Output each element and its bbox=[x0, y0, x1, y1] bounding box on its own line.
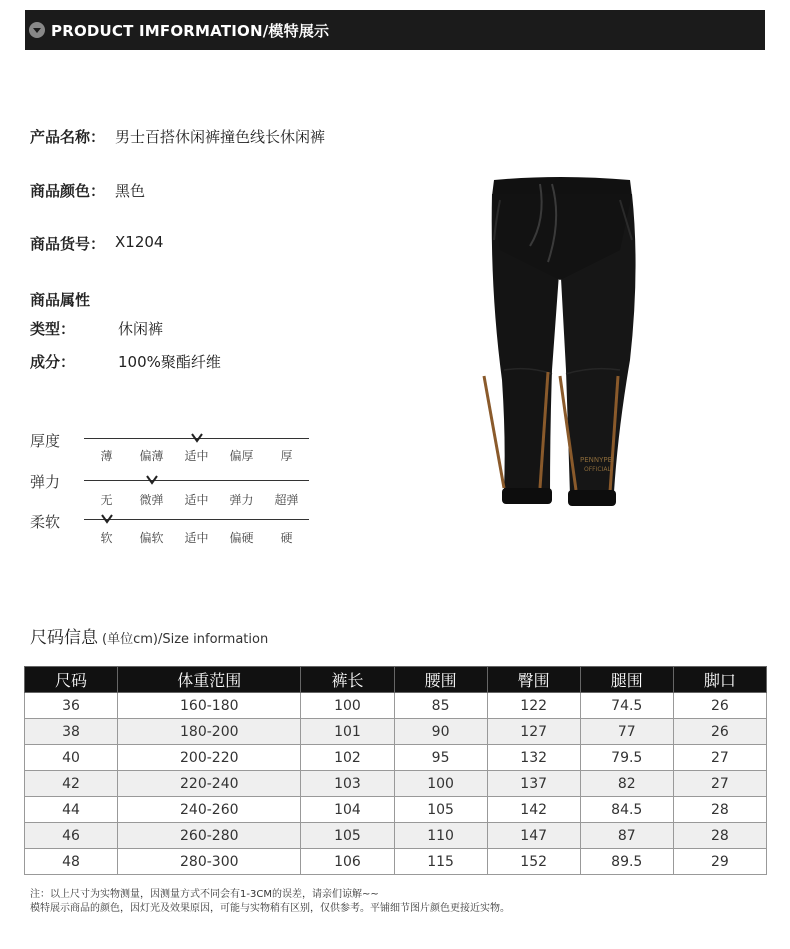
attribute-type-row bbox=[30, 318, 163, 339]
scale-line bbox=[84, 519, 309, 520]
table-cell: 105 bbox=[394, 797, 487, 823]
table-cell: 87 bbox=[580, 823, 673, 849]
size-info-subtitle: (单位cm)/Size information bbox=[102, 632, 269, 647]
scale-marker-icon bbox=[146, 475, 158, 485]
scale-option: 软 bbox=[100, 531, 113, 545]
table-cell: 77 bbox=[580, 719, 673, 745]
size-table-header bbox=[25, 667, 767, 693]
scale-options bbox=[84, 447, 309, 464]
table-cell: 26 bbox=[673, 719, 766, 745]
table-cell: 280-300 bbox=[118, 849, 301, 875]
table-cell: 152 bbox=[487, 849, 580, 875]
attribute-type-label: 类型： bbox=[30, 320, 76, 338]
table-cell: 90 bbox=[394, 719, 487, 745]
table-cell: 105 bbox=[301, 823, 394, 849]
table-cell: 106 bbox=[301, 849, 394, 875]
product-color-row bbox=[30, 180, 145, 201]
product-sku-label: 商品货号： bbox=[30, 235, 106, 253]
table-cell: 100 bbox=[301, 693, 394, 719]
scale-options bbox=[84, 491, 309, 508]
table-cell: 132 bbox=[487, 745, 580, 771]
attribute-type-value: 休闲裤 bbox=[118, 320, 164, 338]
product-image bbox=[470, 170, 650, 515]
table-cell: 122 bbox=[487, 693, 580, 719]
table-cell: 27 bbox=[673, 771, 766, 797]
scale-label: 厚度 bbox=[30, 432, 61, 450]
table-cell: 85 bbox=[394, 693, 487, 719]
table-cell: 103 bbox=[301, 771, 394, 797]
table-row bbox=[25, 797, 767, 823]
table-cell: 147 bbox=[487, 823, 580, 849]
table-cell: 40 bbox=[25, 745, 118, 771]
scale-option: 适中 bbox=[184, 493, 209, 507]
table-cell: 240-260 bbox=[118, 797, 301, 823]
scale-option: 偏软 bbox=[139, 531, 164, 545]
product-color-label: 商品颜色： bbox=[30, 182, 106, 200]
product-color-value: 黑色 bbox=[115, 182, 146, 200]
scale-option: 偏厚 bbox=[229, 449, 254, 463]
scale-option: 硬 bbox=[280, 531, 293, 545]
stripe bbox=[484, 376, 504, 488]
table-cell: 100 bbox=[394, 771, 487, 797]
scale-option: 适中 bbox=[184, 449, 209, 463]
table-cell: 74.5 bbox=[580, 693, 673, 719]
table-cell: 200-220 bbox=[118, 745, 301, 771]
scale-option: 偏硬 bbox=[229, 531, 254, 545]
scale-label: 弹力 bbox=[30, 473, 61, 491]
size-info-heading bbox=[30, 623, 268, 648]
table-cell: 82 bbox=[580, 771, 673, 797]
note-line: 注：以上尺寸为实物测量，因测量方式不同会有1-3CM的误差，请亲们谅解~~ bbox=[30, 889, 379, 900]
attribute-material-label: 成分： bbox=[30, 353, 76, 371]
leg-print-bottom: OFFICIAL bbox=[584, 466, 611, 473]
table-cell: 220-240 bbox=[118, 771, 301, 797]
scale-option: 厚 bbox=[280, 449, 293, 463]
table-cell: 48 bbox=[25, 849, 118, 875]
table-cell: 142 bbox=[487, 797, 580, 823]
column-header: 尺码 bbox=[25, 667, 118, 693]
table-row bbox=[25, 823, 767, 849]
scale-option: 微弹 bbox=[139, 493, 164, 507]
table-cell: 260-280 bbox=[118, 823, 301, 849]
size-table bbox=[24, 666, 767, 875]
table-cell: 84.5 bbox=[580, 797, 673, 823]
table-row bbox=[25, 719, 767, 745]
table-cell: 127 bbox=[487, 719, 580, 745]
table-cell: 104 bbox=[301, 797, 394, 823]
table-cell: 137 bbox=[487, 771, 580, 797]
table-cell: 89.5 bbox=[580, 849, 673, 875]
table-cell: 115 bbox=[394, 849, 487, 875]
product-name-label: 产品名称： bbox=[30, 128, 106, 146]
table-cell: 28 bbox=[673, 823, 766, 849]
table-cell: 101 bbox=[301, 719, 394, 745]
table-cell: 42 bbox=[25, 771, 118, 797]
size-info-title: 尺码信息 bbox=[30, 628, 98, 648]
product-name-value: 男士百搭休闲裤撞色线长休闲裤 bbox=[115, 128, 326, 146]
note-line: 模特展示商品的颜色，因灯光及效果原因，可能与实物稍有区别，仅供参考。平铺细节图片颜色更接近实物。 bbox=[30, 903, 510, 914]
table-row bbox=[25, 771, 767, 797]
column-header: 腿围 bbox=[580, 667, 673, 693]
table-cell: 102 bbox=[301, 745, 394, 771]
attribute-material-row bbox=[30, 351, 221, 372]
table-cell: 26 bbox=[673, 693, 766, 719]
section-title: PRODUCT IMFORMATION/模特展示 bbox=[51, 21, 330, 40]
attributes-title: 商品属性 bbox=[30, 291, 91, 309]
scale-marker-icon bbox=[191, 433, 203, 443]
scale-option: 弹力 bbox=[229, 493, 254, 507]
scale-label: 柔软 bbox=[30, 513, 61, 531]
chevron-down-circle-icon bbox=[29, 22, 45, 38]
table-cell: 27 bbox=[673, 745, 766, 771]
scale-option: 无 bbox=[100, 493, 113, 507]
attribute-material-value: 100%聚酯纤维 bbox=[118, 353, 221, 371]
table-row bbox=[25, 745, 767, 771]
table-cell: 160-180 bbox=[118, 693, 301, 719]
column-header: 裤长 bbox=[301, 667, 394, 693]
scale-option: 适中 bbox=[184, 531, 209, 545]
table-cell: 110 bbox=[394, 823, 487, 849]
column-header: 臀围 bbox=[487, 667, 580, 693]
table-cell: 28 bbox=[673, 797, 766, 823]
scale-option: 薄 bbox=[100, 449, 113, 463]
scale-line bbox=[84, 480, 309, 481]
table-cell: 38 bbox=[25, 719, 118, 745]
column-header: 体重范围 bbox=[118, 667, 301, 693]
table-cell: 44 bbox=[25, 797, 118, 823]
scale-option: 超弹 bbox=[274, 493, 299, 507]
scale-option: 偏薄 bbox=[139, 449, 164, 463]
scale-options bbox=[84, 529, 309, 546]
product-name-row bbox=[30, 126, 325, 147]
scale-marker-icon bbox=[101, 514, 113, 524]
table-cell: 95 bbox=[394, 745, 487, 771]
table-row bbox=[25, 693, 767, 719]
product-sku-value: X1204 bbox=[115, 233, 164, 251]
table-row bbox=[25, 849, 767, 875]
column-header: 腰围 bbox=[394, 667, 487, 693]
column-header: 脚口 bbox=[673, 667, 766, 693]
leg-print-top: PENNYPEI bbox=[580, 456, 615, 464]
table-cell: 29 bbox=[673, 849, 766, 875]
table-cell: 180-200 bbox=[118, 719, 301, 745]
product-sku-row bbox=[30, 233, 163, 254]
table-cell: 79.5 bbox=[580, 745, 673, 771]
notes bbox=[30, 888, 510, 916]
table-cell: 46 bbox=[25, 823, 118, 849]
section-header bbox=[25, 10, 765, 50]
table-cell: 36 bbox=[25, 693, 118, 719]
